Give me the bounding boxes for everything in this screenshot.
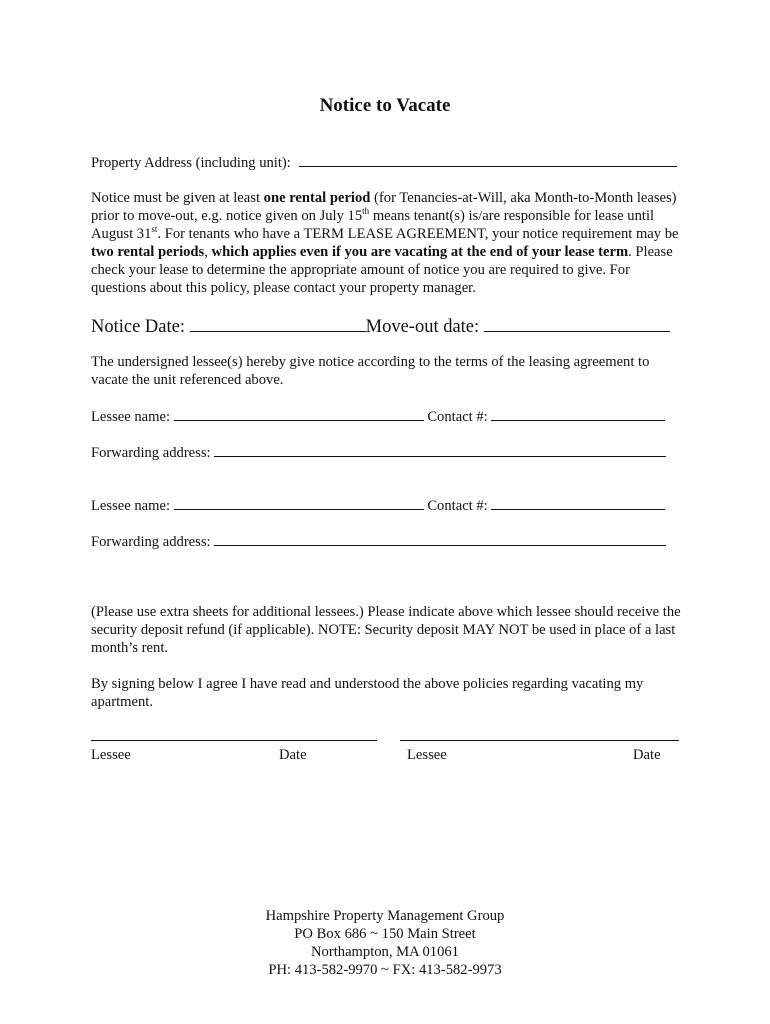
agreement-paragraph: By signing below I agree I have read and understood the above policies regarding vacating my apartment. — [91, 676, 644, 710]
notice-bold-one-rental-period: one rental period — [263, 190, 371, 206]
notice-text-1: Notice must be given at least — [91, 190, 264, 206]
footer-address-line-2: Northampton, MA 01061 — [311, 944, 459, 960]
lessee-2-forwarding-field[interactable] — [214, 531, 666, 546]
dates-row — [91, 314, 670, 338]
notice-bold-end-of-term: which applies even if you are vacating at the end of your lease term — [211, 244, 629, 260]
forwarding-address-label: Forwarding address: — [91, 445, 215, 461]
signature-line-2[interactable] — [400, 740, 679, 741]
property-address-label: Property Address (including unit): — [91, 155, 291, 171]
move-out-date-label: Move-out date: — [365, 317, 484, 337]
lessee-1-forwarding-row — [91, 442, 666, 462]
signature-1-date-label: Date — [279, 747, 307, 763]
signature-2-lessee-label: Lessee — [407, 747, 447, 763]
notice-text-3: means tenant(s) is/are responsible for lease until August 31 — [91, 208, 655, 242]
forwarding-address-label: Forwarding address: — [91, 534, 215, 550]
notice-bold-two-rental-periods: two rental periods — [91, 244, 205, 260]
signature-line-1[interactable] — [91, 740, 377, 741]
contact-label: Contact #: — [427, 498, 492, 514]
notice-date-label: Notice Date: — [91, 317, 190, 337]
footer-company-name: Hampshire Property Management Group — [265, 908, 505, 924]
undersigned-paragraph: The undersigned lessee(s) hereby give notice according to the terms of the leasing agreement to vacate the unit referenced above. — [91, 354, 650, 388]
lessee-2-name-row — [91, 495, 665, 515]
signature-1-lessee-label: Lessee — [91, 747, 131, 763]
contact-label: Contact #: — [427, 409, 492, 425]
property-address-row — [91, 152, 677, 172]
notice-sup-st: st — [151, 224, 158, 234]
notice-date-field[interactable] — [190, 314, 366, 332]
lessee-1-name-row — [91, 406, 665, 426]
lessee-name-label: Lessee name: — [91, 409, 174, 425]
notice-text-6: . Please check your lease to determine the appropriate amount of notice you are required to give. For questions about this policy, please contact your property manager. — [91, 244, 673, 296]
notice-text-2: (for Tenancies-at-Will, aka Month-to-Month leases) prior to move-out, e.g. notice given on July 15 — [91, 190, 677, 224]
notice-text-4: . For tenants who have a TERM LEASE AGREEMENT, your notice requirement may be — [157, 226, 679, 242]
property-address-field[interactable] — [299, 152, 677, 167]
notice-sup-th: th — [362, 206, 370, 216]
security-deposit-paragraph: (Please use extra sheets for additional lessees.) Please indicate above which lessee should receive the security deposit refund (if applicable). NOTE: Security deposit MAY NOT be used in place of a last month’s rent. — [91, 604, 681, 656]
notice-requirement-paragraph — [91, 189, 686, 297]
lessee-2-contact-field[interactable] — [491, 495, 665, 510]
lessee-1-forwarding-field[interactable] — [214, 442, 666, 457]
lessee-name-label: Lessee name: — [91, 498, 174, 514]
signature-2-date-label: Date — [633, 747, 661, 763]
lessee-1-name-field[interactable] — [174, 406, 424, 421]
lessee-2-name-field[interactable] — [174, 495, 424, 510]
footer-address-line-1: PO Box 686 ~ 150 Main Street — [294, 926, 476, 942]
footer-phone-fax: PH: 413-582-9970 ~ FX: 413-582-9973 — [268, 962, 502, 978]
lessee-1-contact-field[interactable] — [491, 406, 665, 421]
lessee-2-forwarding-row — [91, 531, 666, 551]
notice-text-5: , — [204, 244, 212, 260]
move-out-date-field[interactable] — [484, 314, 670, 332]
document-title: Notice to Vacate — [319, 95, 451, 116]
